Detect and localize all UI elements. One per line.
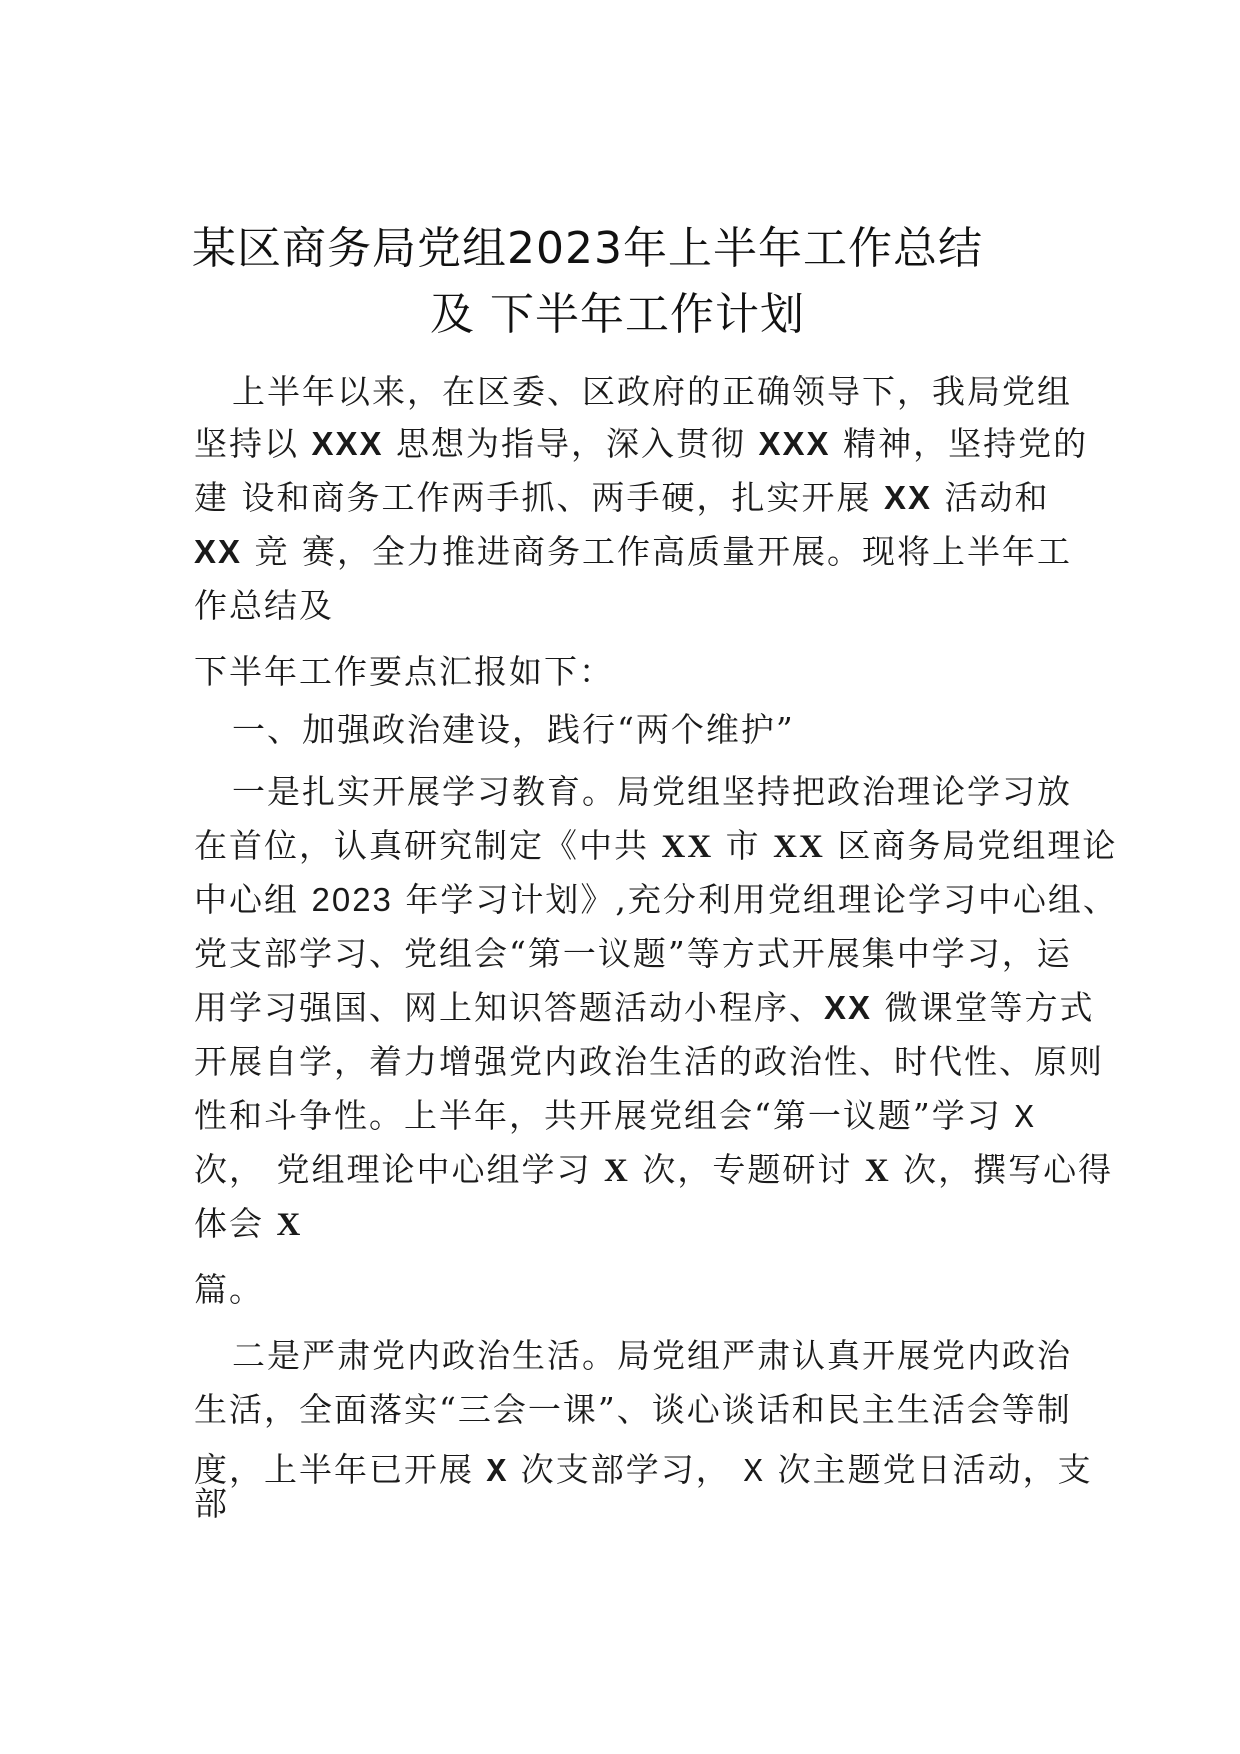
paragraph-study-line-8: 次， 党组理论中心组学习 X 次，专题研讨 X 次，撰写心得: [194, 1150, 1114, 1189]
paragraph-intro-line-6: 下半年工作要点汇报如下：: [194, 652, 614, 691]
paragraph-study-line-9: 体会 X: [194, 1204, 303, 1243]
paragraph-intro-line-3: 建 设和商务工作两手抓、两手硬，扎实开展 XX 活动和: [194, 478, 1050, 517]
paragraph-life-line-1: 二是严肃党内政治生活。局党组严肃认真开展党内政治: [232, 1336, 1072, 1375]
paragraph-life-line-3: 度，上半年已开展 X 次支部学习， X 次主题党日活动，支: [194, 1450, 1093, 1491]
title-line-2: 及 下半年工作计划: [430, 289, 805, 340]
paragraph-study-line-7: 性和斗争性。上半年，共开展党组会“第一议题”学习 X: [194, 1096, 1037, 1137]
paragraph-intro-line-2: 坚持以 XXX 思想为指导，深入贯彻 XXX 精神，坚持党的: [194, 424, 1089, 463]
paragraph-study-line-5: 用学习强国、网上知识答题活动小程序、XX 微课堂等方式: [194, 988, 1095, 1027]
paragraph-life-line-4: 部: [194, 1484, 229, 1523]
paragraph-study-line-4: 党支部学习、党组会“第一议题”等方式开展集中学习，运: [194, 934, 1072, 973]
paragraph-study-line-2: 在首位，认真研究制定《中共 XX 市 XX 区商务局党组理论: [194, 826, 1118, 865]
paragraph-study-line-6: 开展自学，着力增强党内政治生活的政治性、时代性、原则: [194, 1042, 1104, 1081]
paragraph-intro-line-1: 上半年以来，在区委、区政府的正确领导下，我局党组: [232, 372, 1072, 411]
paragraph-life-line-2: 生活，全面落实“三会一课”、谈心谈话和民主生活会等制: [194, 1390, 1072, 1429]
section-heading-1: 一、加强政治建设，践行“两个维护”: [232, 710, 795, 749]
paragraph-intro-line-5: 作总结及: [194, 586, 334, 625]
paragraph-intro-line-4: XX 竞 赛，全力推进商务工作高质量开展。现将上半年工: [194, 532, 1073, 571]
paragraph-study-line-3: 中心组 2023 年学习计划》,充分利用党组理论学习中心组、: [194, 880, 1118, 919]
paragraph-study-line-1: 一是扎实开展学习教育。局党组坚持把政治理论学习放: [232, 772, 1072, 811]
title-line-1: 某区商务局党组2023年上半年工作总结: [192, 223, 983, 274]
paragraph-study-line-10: 篇。: [194, 1270, 264, 1309]
